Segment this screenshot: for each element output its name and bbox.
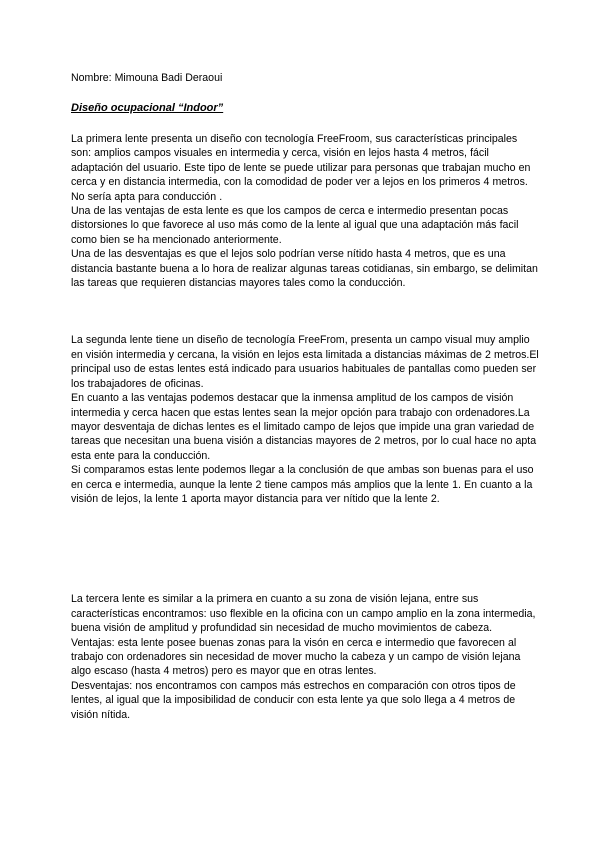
paragraph: En cuanto a las ventajas podemos destacar que la inmensa amplitud de los campos de visión intermedia y cerca hacen que estas lentes sean la mejor opción para trabajo con ordenadores.La mayor desventaja de dichas lentes es el limitado campo de lejos que impide una gran variedad de tareas que necesitan una buena visión a distancias mayores de 2 metros, por lo cual hace no apta esta ente para la conducción. (71, 392, 537, 462)
section-lens-3 (71, 592, 540, 722)
paragraph: Una de las desventajas es que el lejos solo podrían verse nítido hasta 4 metros, que es una distancia bastante buena a lo hora de realizar algunas tareas cotidianas, sin embargo, se delimitan las tareas que requieren distancias mayores tales como la conducción. (71, 248, 538, 290)
paragraph: La tercera lente es similar a la primera en cuanto a su zona de visión lejana, entre sus características encontramos: uso flexible en la oficina con un campo amplio en la zona intermedia, buena visión de amplitud y profundidad sin necesidad de mucho movimientos de cabeza. (71, 593, 536, 635)
section-lens-1 (71, 132, 540, 290)
paragraph: Desventajas: nos encontramos con campos más estrechos en comparación con otros tipos de lentes, al igual que la imposibilidad de conducir con esta lente ya que solo llega a 4 metros de visión nítida. (71, 679, 516, 721)
paragraph: Si comparamos estas lente podemos llegar a la conclusión de que ambas son buenas para el uso en cerca e intermedia, aunque la lente 2 tiene campos más amplios que la lente 1. En cuanto a la visión de lejos, la lente 1 aporta mayor distancia para ver nítido que la lente 2. (71, 464, 534, 505)
paragraph: Una de las ventajas de esta lente es que los campos de cerca e intermedio presentan pocas distorsiones lo que favorece al uso más como de la lente al igual que una adaptación más facil como bien se ha mencionado anteriormente. (71, 205, 519, 246)
paragraph: La segunda lente tiene un diseño de tecnología FreeFrom, presenta un campo visual muy amplio en visión intermedia y cercana, la visión en lejos esta limitada a distancias máximas de 2 metros.El principal uso de estas lentes está indicado para usuarios habituales de pantallas como pueden ser los trabajadores de oficinas. (71, 334, 539, 390)
paragraph: Ventajas: esta lente posee buenas zonas para la visón en cerca e intermedio que favorecen al trabajo con ordenadores sin necesidad de mover mucho la cabeza y un campo de visión lejana algo escaso (hasta 4 metros) pero es mayor que en otras lentes. (71, 636, 521, 678)
section-lens-2 (71, 333, 540, 506)
paragraph: La primera lente presenta un diseño con tecnología FreeFroom, sus características principales son: amplios campos visuales en intermedia y cerca, visión en lejos hasta 4 metros, fácil adaptación del usuario. Este tipo de lente se puede utilizar para personas que trabajan mucho en cerca y en distancia intermedia, con la comodidad de poder ver a lejos en los primeros 4 metros. No sería apta para conducción . (71, 133, 531, 203)
document-title: Diseño ocupacional “Indoor” (71, 102, 224, 114)
author-line: Nombre: Mimouna Badi Deraoui (71, 72, 223, 84)
